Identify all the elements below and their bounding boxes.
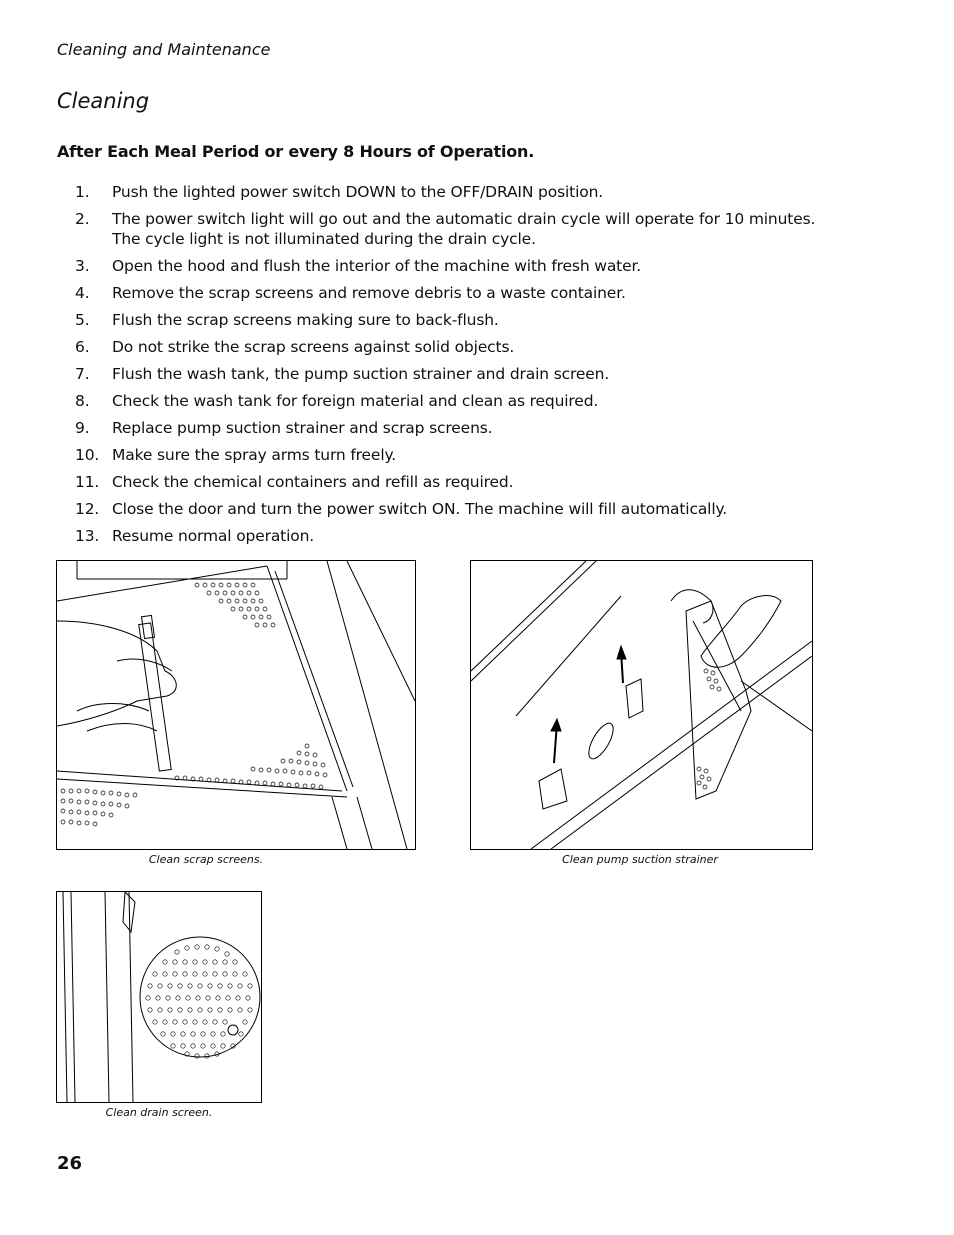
figure-pump-suction-strainer bbox=[470, 560, 813, 850]
list-item bbox=[0, 209, 820, 249]
drain-screen-holes bbox=[146, 945, 252, 1058]
step-number: 5. bbox=[75, 311, 90, 329]
figure-drain-screen bbox=[56, 891, 262, 1103]
step-text: Close the door and turn the power switch ON. The machine will fill automatically. bbox=[112, 500, 728, 518]
figure-scrap-screens bbox=[56, 560, 416, 850]
step-number: 2. bbox=[75, 210, 90, 228]
step-number: 4. bbox=[75, 284, 90, 302]
step-number: 3. bbox=[75, 257, 90, 275]
step-number: 9. bbox=[75, 419, 90, 437]
step-text: Make sure the spray arms turn freely. bbox=[112, 446, 397, 464]
list-item bbox=[0, 364, 820, 384]
step-number: 13. bbox=[75, 527, 100, 545]
step-text: Check the wash tank for foreign material and clean as required. bbox=[112, 392, 599, 410]
list-item bbox=[0, 182, 820, 202]
subheading: After Each Meal Period or every 8 Hours of Operation. bbox=[57, 142, 535, 161]
drain-screen-illustration bbox=[57, 892, 261, 1102]
scrap-screen-illustration bbox=[57, 561, 415, 849]
step-text: Flush the wash tank, the pump suction strainer and drain screen. bbox=[112, 365, 610, 383]
list-item bbox=[0, 310, 820, 330]
step-number: 7. bbox=[75, 365, 90, 383]
list-item bbox=[0, 472, 820, 492]
step-text: Remove the scrap screens and remove debris to a waste container. bbox=[112, 284, 626, 302]
list-item bbox=[0, 418, 820, 438]
list-item bbox=[0, 256, 820, 276]
step-text: Check the chemical containers and refill as required. bbox=[112, 473, 514, 491]
step-number: 11. bbox=[75, 473, 100, 491]
step-text: Open the hood and flush the interior of the machine with fresh water. bbox=[112, 257, 642, 275]
step-text-continued: The cycle light is not illuminated during the drain cycle. bbox=[112, 230, 536, 248]
list-item bbox=[0, 391, 820, 411]
list-item bbox=[0, 445, 820, 465]
section-title: Cleaning bbox=[57, 89, 150, 113]
strainer-holes bbox=[697, 669, 721, 789]
step-text: Flush the scrap screens making sure to back-flush. bbox=[112, 311, 499, 329]
figure-caption: Clean scrap screens. bbox=[148, 853, 264, 866]
step-number: 1. bbox=[75, 183, 90, 201]
step-number: 8. bbox=[75, 392, 90, 410]
figure-caption: Clean pump suction strainer bbox=[562, 853, 718, 866]
step-text: Replace pump suction strainer and scrap screens. bbox=[112, 419, 493, 437]
page-number: 26 bbox=[57, 1153, 83, 1174]
step-text: Resume normal operation. bbox=[112, 527, 315, 545]
cleaning-steps-list bbox=[0, 182, 820, 553]
figure-caption: Clean drain screen. bbox=[105, 1106, 213, 1119]
step-text: The power switch light will go out and the automatic drain cycle will operate for 10 minutes. bbox=[112, 210, 816, 228]
step-number: 10. bbox=[75, 446, 100, 464]
list-item bbox=[0, 337, 820, 357]
list-item bbox=[0, 499, 820, 519]
list-item bbox=[0, 283, 820, 303]
step-text: Do not strike the scrap screens against solid objects. bbox=[112, 338, 515, 356]
step-text: Push the lighted power switch DOWN to the OFF/DRAIN position. bbox=[112, 183, 604, 201]
running-header: Cleaning and Maintenance bbox=[57, 40, 271, 59]
step-number: 12. bbox=[75, 500, 100, 518]
suction-strainer-illustration bbox=[471, 561, 812, 849]
step-number: 6. bbox=[75, 338, 90, 356]
list-item bbox=[0, 526, 820, 546]
